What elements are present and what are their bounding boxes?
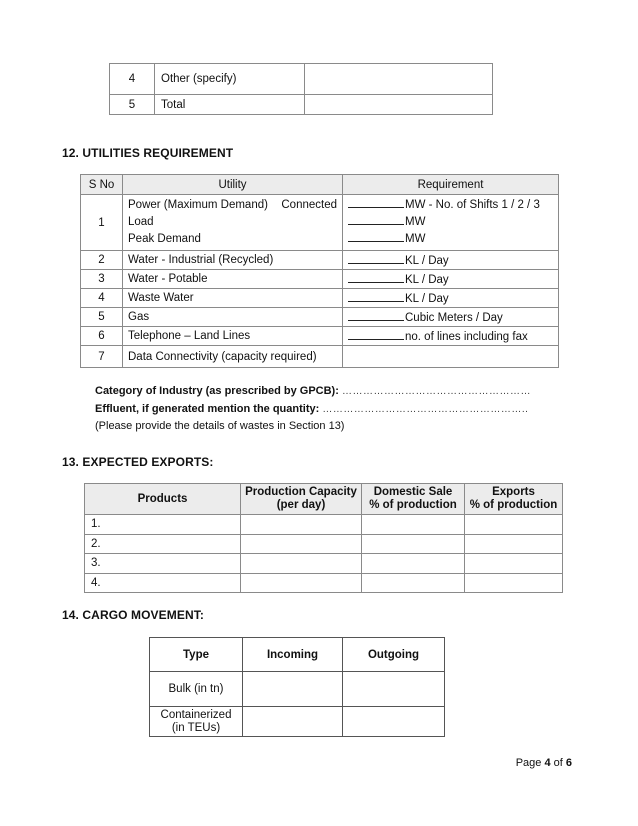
product-cell[interactable]: 4. bbox=[85, 573, 241, 593]
exports-cell[interactable] bbox=[465, 515, 563, 535]
waste-note: (Please provide the details of wastes in Section 13) bbox=[95, 420, 345, 432]
row-label: Other (specify) bbox=[155, 64, 305, 95]
blank-line[interactable] bbox=[348, 214, 404, 225]
incoming-cell[interactable] bbox=[243, 672, 343, 707]
capacity-cell[interactable] bbox=[241, 554, 362, 574]
table-row bbox=[81, 270, 559, 289]
column-header bbox=[465, 484, 563, 515]
cargo-type-cell bbox=[150, 707, 243, 737]
utility-text: Connected bbox=[281, 199, 337, 211]
table-row bbox=[81, 346, 559, 368]
page-current: 4 bbox=[544, 757, 551, 769]
page-of: of bbox=[550, 757, 566, 769]
row-number: 4 bbox=[81, 289, 123, 308]
exports-table bbox=[84, 483, 563, 593]
requirement-unit: KL / Day bbox=[405, 293, 449, 305]
cargo-type-line: (in TEUs) bbox=[171, 721, 221, 734]
requirement-unit: MW bbox=[405, 233, 426, 245]
requirement-cell[interactable] bbox=[343, 346, 559, 368]
utility-text: Peak Demand bbox=[128, 233, 201, 245]
header-line: % of production bbox=[469, 499, 558, 511]
row-number: 4 bbox=[110, 64, 155, 95]
product-cell[interactable]: 2. bbox=[85, 534, 241, 554]
utility-text: Load bbox=[128, 216, 154, 228]
row-number: 1 bbox=[81, 195, 123, 251]
header-line: % of production bbox=[369, 499, 457, 511]
column-header bbox=[362, 484, 465, 515]
requirement-cell[interactable] bbox=[343, 327, 559, 346]
product-cell[interactable]: 3. bbox=[85, 554, 241, 574]
table-row bbox=[150, 672, 445, 707]
row-number: 6 bbox=[81, 327, 123, 346]
row-number: 2 bbox=[81, 251, 123, 270]
table-row bbox=[81, 327, 559, 346]
column-header: Outgoing bbox=[343, 638, 445, 672]
requirement-unit: no. of lines including fax bbox=[405, 331, 528, 343]
column-header: Utility bbox=[123, 175, 343, 195]
blank-line[interactable] bbox=[348, 197, 404, 208]
requirement-cell[interactable] bbox=[343, 251, 559, 270]
table-row bbox=[81, 251, 559, 270]
column-header bbox=[241, 484, 362, 515]
table-row bbox=[110, 64, 493, 95]
category-line bbox=[95, 385, 531, 397]
exports-cell[interactable] bbox=[465, 534, 563, 554]
value-cell[interactable] bbox=[305, 64, 493, 95]
table-row bbox=[85, 534, 563, 554]
requirement-unit: MW bbox=[405, 216, 426, 228]
blank-line[interactable] bbox=[348, 310, 404, 321]
column-header: Incoming bbox=[243, 638, 343, 672]
exports-cell[interactable] bbox=[465, 573, 563, 593]
table-row bbox=[85, 554, 563, 574]
domestic-cell[interactable] bbox=[362, 573, 465, 593]
column-header: Requirement bbox=[343, 175, 559, 195]
incoming-cell[interactable] bbox=[243, 707, 343, 737]
category-blank[interactable]: ……………………………………………… bbox=[341, 386, 531, 397]
requirement-unit: KL / Day bbox=[405, 274, 449, 286]
utility-cell: Telephone – Land Lines bbox=[123, 327, 343, 346]
column-header: S No bbox=[81, 175, 123, 195]
capacity-cell[interactable] bbox=[241, 573, 362, 593]
domestic-cell[interactable] bbox=[362, 554, 465, 574]
cargo-type-cell: Bulk (in tn) bbox=[150, 672, 243, 707]
requirement-unit: MW - No. of Shifts 1 / 2 / 3 bbox=[405, 199, 540, 211]
outgoing-cell[interactable] bbox=[343, 672, 445, 707]
utility-text: Power (Maximum Demand) bbox=[128, 199, 268, 211]
blank-line[interactable] bbox=[348, 291, 404, 302]
requirement-cell[interactable] bbox=[343, 195, 559, 251]
requirement-unit: Cubic Meters / Day bbox=[405, 312, 503, 324]
column-header: Type bbox=[150, 638, 243, 672]
row-number: 5 bbox=[81, 308, 123, 327]
page-prefix: Page bbox=[515, 757, 545, 769]
blank-line[interactable] bbox=[348, 329, 404, 340]
table-row bbox=[85, 573, 563, 593]
page-total: 6 bbox=[565, 757, 572, 769]
requirement-unit: KL / Day bbox=[405, 255, 449, 267]
requirement-cell[interactable] bbox=[343, 270, 559, 289]
page-number bbox=[516, 757, 572, 769]
header-line: Exports bbox=[492, 486, 535, 498]
domestic-cell[interactable] bbox=[362, 515, 465, 535]
table-row bbox=[85, 515, 563, 535]
blank-line[interactable] bbox=[348, 253, 404, 264]
table-header-row bbox=[85, 484, 563, 515]
domestic-cell[interactable] bbox=[362, 534, 465, 554]
cargo-type-line: Containerized bbox=[160, 708, 232, 721]
utilities-table bbox=[80, 174, 559, 368]
effluent-line bbox=[95, 403, 528, 415]
utility-cell: Water - Industrial (Recycled) bbox=[123, 251, 343, 270]
section-14-heading: 14. CARGO MOVEMENT: bbox=[62, 608, 204, 622]
table-row bbox=[150, 707, 445, 737]
utility-cell: Water - Potable bbox=[123, 270, 343, 289]
section-13-heading: 13. EXPECTED EXPORTS: bbox=[62, 455, 214, 469]
header-line: Production Capacity bbox=[245, 486, 357, 498]
row-number: 3 bbox=[81, 270, 123, 289]
table-header-row bbox=[150, 638, 445, 672]
effluent-blank[interactable]: ………………………………………………….. bbox=[322, 404, 529, 415]
requirement-cell[interactable] bbox=[343, 308, 559, 327]
column-header: Products bbox=[85, 484, 241, 515]
table-row bbox=[81, 289, 559, 308]
table-header-row bbox=[81, 175, 559, 195]
table-row bbox=[81, 195, 559, 251]
product-cell[interactable]: 1. bbox=[85, 515, 241, 535]
requirement-cell[interactable] bbox=[343, 289, 559, 308]
section-12-heading: 12. UTILITIES REQUIREMENT bbox=[62, 146, 234, 160]
utility-cell: Data Connectivity (capacity required) bbox=[123, 346, 343, 368]
exports-cell[interactable] bbox=[465, 554, 563, 574]
header-line: Domestic Sale bbox=[373, 486, 453, 498]
row-number: 5 bbox=[110, 95, 155, 115]
blank-line[interactable] bbox=[348, 231, 404, 242]
outgoing-cell[interactable] bbox=[343, 707, 445, 737]
utility-cell: Waste Water bbox=[123, 289, 343, 308]
effluent-label: Effluent, if generated mention the quantity: bbox=[95, 403, 320, 415]
utility-cell: Gas bbox=[123, 308, 343, 327]
table-row bbox=[110, 95, 493, 115]
category-label: Category of Industry (as prescribed by GPCB): bbox=[95, 385, 339, 397]
capacity-cell[interactable] bbox=[241, 515, 362, 535]
table-row bbox=[81, 308, 559, 327]
value-cell[interactable] bbox=[305, 95, 493, 115]
blank-line[interactable] bbox=[348, 272, 404, 283]
utility-cell bbox=[123, 195, 343, 251]
header-line: (per day) bbox=[276, 499, 326, 511]
cargo-table bbox=[149, 637, 445, 737]
row-label: Total bbox=[155, 95, 305, 115]
capacity-cell[interactable] bbox=[241, 534, 362, 554]
row-number: 7 bbox=[81, 346, 123, 368]
previous-section-table bbox=[109, 63, 493, 115]
